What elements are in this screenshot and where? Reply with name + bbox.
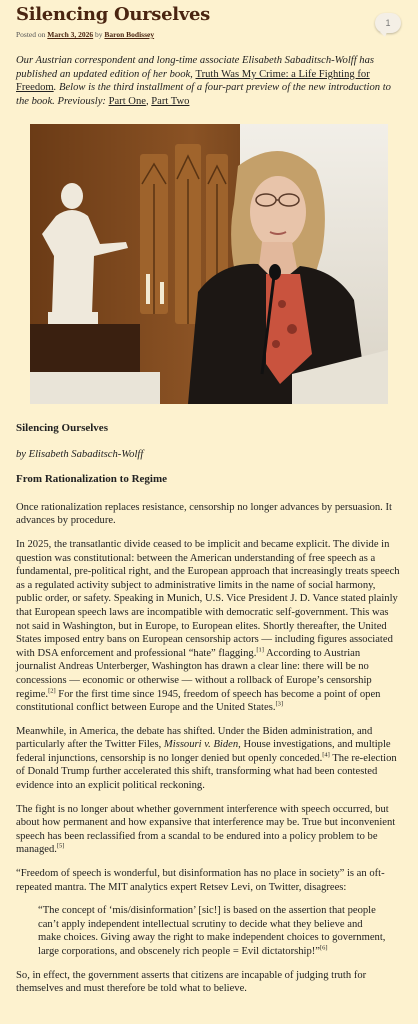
post-title[interactable]: Silencing Ourselves xyxy=(16,4,210,25)
author-link[interactable]: Baron Bodissey xyxy=(104,30,155,39)
intro-text-2: . Below is the third installment of a four-part preview of the new introduction to the book. Previously: xyxy=(16,82,391,107)
footnote-5[interactable]: [5] xyxy=(56,842,65,850)
blockquote xyxy=(38,904,388,958)
paragraph-1: Once rationalization replaces resistance, censorship no longer advances by persuasion. It advances by procedure. xyxy=(16,501,392,527)
p2-text-b: According to Austrian journalist Andreas Unterberger, Washington has drawn a clear line: there will be no concessions — economic or otherwise — without a rollback of Europe’s censorship regime. xyxy=(16,647,372,700)
intro-text: Our Austrian correspondent and long-time associate Elisabeth Sabaditsch-Wolff has published an updated edition of her book, xyxy=(16,55,375,80)
footnote-6[interactable]: [6] xyxy=(320,944,328,952)
p3-text-b: , House investigations, and multiple federal injunctions, censorship is no longer denied but openly conceded. xyxy=(16,739,391,764)
paragraph-3 xyxy=(16,725,402,793)
comment-count: 1 xyxy=(385,18,391,28)
comment-count-bubble[interactable] xyxy=(375,13,401,33)
author-photo xyxy=(30,124,388,404)
paragraph-4 xyxy=(16,803,402,857)
p3-text-a: Meanwhile, in America, the debate has shifted. Under the Biden administration, and particularly after the Twitter Files, xyxy=(16,725,373,751)
p2-text-a: In 2025, the transatlantic divide ceased to be implicit and became explicit. The divide in question was constitutional: between the American understanding of free speech as a fundamental, pre-political right, and the European approach that increasingly treats speech as a regulated activity subject to administrative limits in the name of social harmony, public order, or safety. Speaking in Munich, U.S. Vice President J. D. Vance stated plainly that European speech laws are incompatible with democratic self-government. This was not said in Washington, but in Europe, to European elites. Shortly thereafter, the United States imposed entry bans on European censorship actors — including figures associated with DSA enforcement and professional “hate” flagging. xyxy=(16,538,400,659)
by-text: by xyxy=(93,30,105,39)
footnote-4[interactable]: [4] xyxy=(322,751,330,759)
footnote-2[interactable]: [2] xyxy=(48,686,56,694)
quote-text: “The concept of ‘mis/disinformation’ [sic!] is based on the assertion that people can’t apply independent intellectual scrutiny to decide what they believe and make choices. Giving away the right to make independent choices to government, large corporations, and obscenely rich people = Evil dictatorship!” xyxy=(38,905,386,957)
article-body xyxy=(16,422,402,1006)
section-heading: From Rationalization to Regime xyxy=(16,473,168,486)
paragraph-6: So, in effect, the government asserts that citizens are incapable of judging truth for themselves and must therefore be told what to believe. xyxy=(16,969,367,995)
post-date-link[interactable]: March 3, 2026 xyxy=(47,30,94,39)
intro-comma: , xyxy=(145,95,152,107)
footnote-1[interactable]: [1] xyxy=(256,646,264,654)
case-name: Missouri v. Biden xyxy=(163,739,239,751)
p3-text-c: The re-election of Donald Trump further accelerated this shift, transforming what had been contested evidence into an explicit political reckoning. xyxy=(16,752,397,792)
p2-text-c: For the first time since 1945, freedom of speech has become a point of open constitutional conflict between Europe and the United States. xyxy=(16,688,381,714)
footnote-3[interactable]: [3] xyxy=(275,700,284,708)
paragraph-5: “Freedom of speech is wonderful, but disinformation has no place in society” is an oft-repeated mantra. The MIT analytics expert Retsev Levi, on Twitter, disagrees: xyxy=(16,868,385,893)
book-link[interactable]: Truth Was My Crime: a Life Fighting for Freedom xyxy=(16,68,370,94)
post-meta xyxy=(16,30,154,39)
part-two-link[interactable]: Part Two xyxy=(151,95,190,107)
article-byline: by Elisabeth Sabaditsch-Wolff xyxy=(16,448,144,460)
p4-text: The fight is no longer about whether government interference with speech occurred, but about how permanent and how expansive that interference may be. True but inconvenient speech has been reclassified from a scandal to be endured into a policy problem to be managed. xyxy=(16,803,396,856)
article-subtitle: Silencing Ourselves xyxy=(16,422,108,434)
posted-prefix: Posted on xyxy=(16,30,48,39)
part-one-link[interactable]: Part One xyxy=(108,95,146,107)
paragraph-2 xyxy=(16,538,402,715)
intro-paragraph xyxy=(16,54,402,108)
